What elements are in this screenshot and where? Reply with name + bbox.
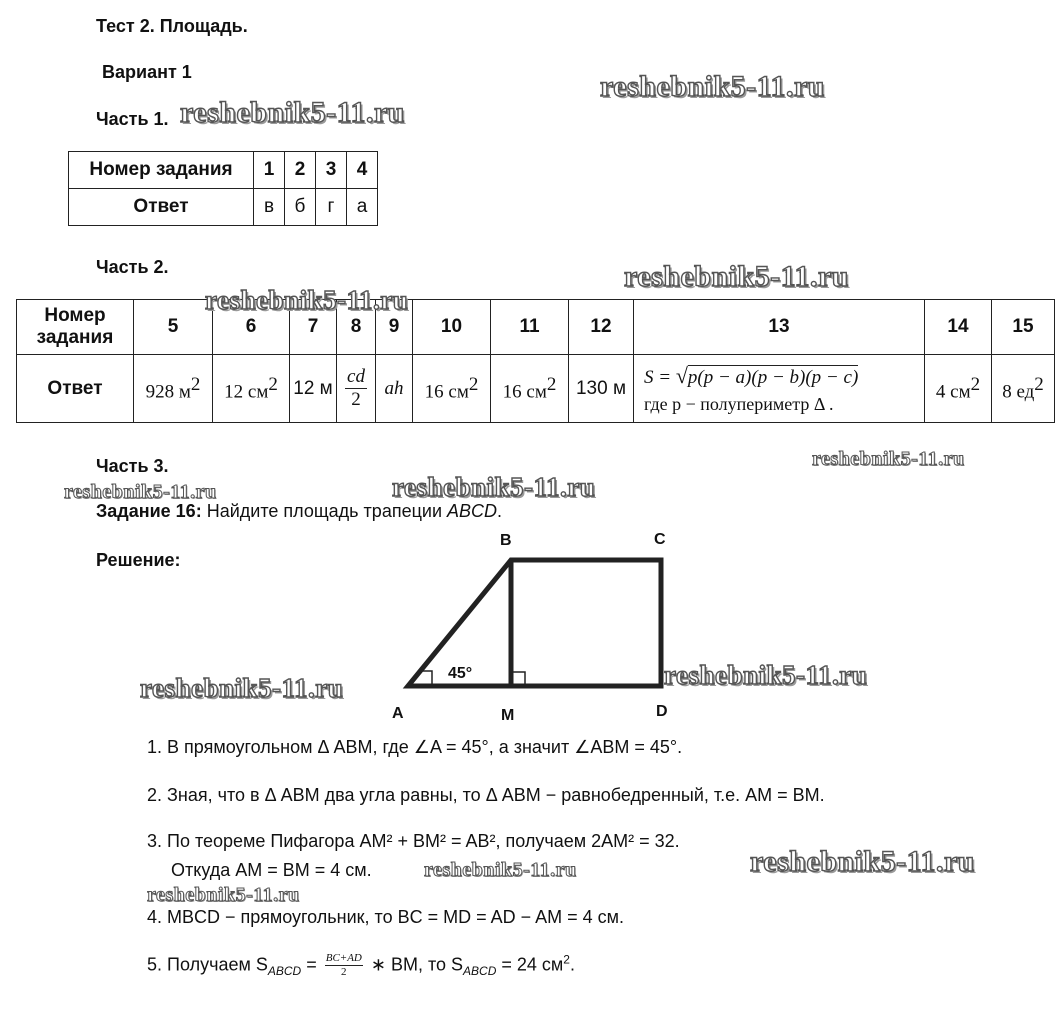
answer-cell-formula: S = √p(p − a)(p − b)(p − c) где p − полупериметр Δ . <box>634 355 925 423</box>
answer-cell: 8 $ед^2$ <box>992 355 1055 423</box>
task-number: 7 <box>290 300 337 355</box>
answer-cell: 4 $см^2$ <box>925 355 992 423</box>
row-header-number: Номер задания <box>69 152 254 189</box>
solution-step-2: 2. Зная, что в Δ ABM два угла равны, то Δ ABM − равнобедренный, т.е. AM = BM. <box>147 785 825 805</box>
task-number: 9 <box>376 300 413 355</box>
table-row <box>17 300 1055 355</box>
answer-cell: ah <box>376 355 413 423</box>
task-number: 1 <box>254 152 285 189</box>
part1-heading: Часть 1. <box>96 109 169 129</box>
watermark: reshebnik5-11.ru <box>812 448 965 470</box>
task-number: 6 <box>213 300 290 355</box>
watermark: reshebnik5-11.ru <box>600 70 825 103</box>
row-header-number: Номер задания <box>17 300 134 355</box>
row-header-answer: Ответ <box>69 189 254 226</box>
table-row <box>17 355 1055 423</box>
answer-cell: 12 м <box>290 355 337 423</box>
answer-cell: г <box>316 189 347 226</box>
watermark: reshebnik5-11.ru <box>750 845 975 878</box>
watermark: reshebnik5-11.ru <box>147 884 300 906</box>
watermark: reshebnik5-11.ru <box>664 660 868 690</box>
task-16: Задание 16: Найдите площадь трапеции ABCD. <box>96 501 503 521</box>
task-number: 8 <box>337 300 376 355</box>
angle-label: 45° <box>448 665 473 682</box>
task-number: 2 <box>285 152 316 189</box>
vertex-m: M <box>501 707 515 724</box>
table-row <box>69 189 378 226</box>
task-number: 4 <box>347 152 378 189</box>
answer-cell: 16 $см^2$ <box>413 355 491 423</box>
task-number: 3 <box>316 152 347 189</box>
answer-cell: 16 $см^2$ <box>491 355 569 423</box>
task-number: 11 <box>491 300 569 355</box>
part2-answer-table <box>16 299 1055 423</box>
watermark: reshebnik5-11.ru <box>64 481 217 503</box>
answer-cell: 12 $см^2$ <box>213 355 290 423</box>
solution-step-1: 1. В прямоугольном Δ ABM, где ∠A = 45°, а значит ∠ABM = 45°. <box>147 737 683 757</box>
answer-cell: $\frac{cd}{2}$ <box>337 355 376 423</box>
task-number: 14 <box>925 300 992 355</box>
answer-cell: в <box>254 189 285 226</box>
watermark: reshebnik5-11.ru <box>140 673 344 703</box>
vertex-a: A <box>392 705 404 722</box>
task-number: 12 <box>569 300 634 355</box>
page-title: Тест 2. Площадь. <box>96 16 248 36</box>
watermark: reshebnik5-11.ru <box>392 472 596 502</box>
trapezoid-figure <box>380 520 700 730</box>
watermark: reshebnik5-11.ru <box>624 260 849 293</box>
watermark: reshebnik5-11.ru <box>180 96 405 129</box>
variant-heading: Вариант 1 <box>102 62 192 82</box>
solution-step-4: 4. MBCD − прямоугольник, то BC = MD = AD − AM = 4 см. <box>147 907 625 927</box>
watermark: reshebnik5-11.ru <box>424 859 577 881</box>
task-number: 13 <box>634 300 925 355</box>
task-number: 15 <box>992 300 1055 355</box>
answer-cell: 928 $м^2$ <box>134 355 213 423</box>
task-number: 5 <box>134 300 213 355</box>
solution-step-5: 5. Получаем $S_{ABCD}$ = $\frac{BC+AD}{2}$ ∗ BM, то $S_{ABCD} = 24$ $см^2$. <box>147 952 575 978</box>
part3-heading: Часть 3. <box>96 456 169 476</box>
task-number: 10 <box>413 300 491 355</box>
part1-answer-table <box>68 151 378 226</box>
answer-cell: 130 м <box>569 355 634 423</box>
table-row <box>69 152 378 189</box>
vertex-b: B <box>500 532 512 549</box>
answer-cell: б <box>285 189 316 226</box>
solution-label: Решение: <box>96 550 181 570</box>
answer-cell: а <box>347 189 378 226</box>
solution-step-3-cont: Откуда AM = BM = 4 см. <box>171 860 372 880</box>
part2-heading: Часть 2. <box>96 257 169 277</box>
vertex-c: C <box>654 531 666 548</box>
trapezoid-outline <box>408 560 661 686</box>
vertex-d: D <box>656 703 668 720</box>
row-header-answer: Ответ <box>17 355 134 423</box>
watermark: reshebnik5-11.ru <box>205 285 409 315</box>
solution-step-3: 3. По теореме Пифагора AM² + BM² = AB², получаем 2AM² = 32. <box>147 831 680 851</box>
